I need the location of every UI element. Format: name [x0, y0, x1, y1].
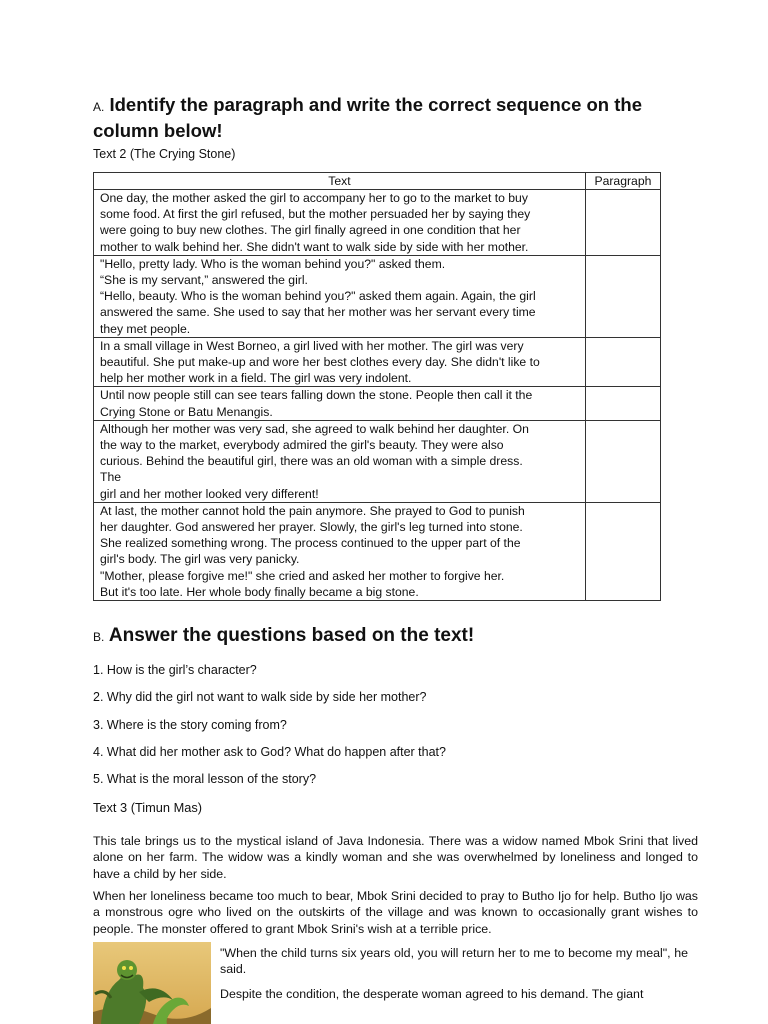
- question-2: 2. Why did the girl not want to walk side by side her mother?: [93, 690, 427, 704]
- row-text: Although her mother was very sad, she agreed to walk behind her daughter. On the way to the market, everybody admired the girl's beauty. They were also curious. Behind the beautiful girl, there was an old woman with a simple dress. The girl and her mother looked very different!: [94, 420, 586, 502]
- question-4: 4. What did her mother ask to God? What do happen after that?: [93, 745, 446, 759]
- row-text: In a small village in West Borneo, a girl lived with her mother. The girl was very beautiful. She put make-up and wore her best clothes every day. She didn't like to help her mother work in a field. The girl was very indolent.: [94, 337, 586, 387]
- text3-label: Text 3 (Timun Mas): [93, 800, 203, 815]
- question-5: 5. What is the moral lesson of the story?: [93, 772, 317, 786]
- question-3: 3. Where is the story coming from?: [93, 718, 287, 732]
- ogre-illustration: [93, 942, 211, 1024]
- text3-paragraph-1: This tale brings us to the mystical island of Java Indonesia. There was a widow named Mbok Srini that lived alone on her farm. The widow was a kindly woman and she was overwhelmed by loneliness and longed to have a child by her side.: [93, 834, 698, 881]
- paragraph-answer-cell[interactable]: [585, 420, 660, 502]
- column-header-text: Text: [94, 173, 586, 190]
- text2-label: Text 2 (The Crying Stone): [93, 147, 236, 161]
- text3-paragraph-4: Despite the condition, the desperate woman agreed to his demand. The giant: [220, 987, 644, 1001]
- row-text: Until now people still can see tears falling down the stone. People then call it the Crying Stone or Batu Menangis.: [94, 387, 586, 420]
- paragraph-answer-cell[interactable]: [585, 337, 660, 387]
- text3-paragraph-3: "When the child turns six years old, you will return her to me to become my meal", he said.: [220, 946, 688, 977]
- question-1: 1. How is the girl’s character?: [93, 663, 257, 677]
- table-row: [94, 190, 661, 256]
- row-text: One day, the mother asked the girl to accompany her to go to the market to buy some food. At first the girl refused, but the mother persuaded her by saying they were going to buy new clothes. The girl finally agreed in one condition that her mother to walk behind her. She didn't want to walk side by side with her mother.: [94, 190, 586, 256]
- table-row: [94, 337, 661, 387]
- section-b-heading: [93, 625, 474, 647]
- section-b-title: Answer the questions based on the text!: [108, 625, 475, 646]
- table-header-row: [94, 173, 661, 190]
- table-row: [94, 255, 661, 337]
- paragraph-answer-cell[interactable]: [585, 387, 660, 420]
- table-row: [94, 387, 661, 420]
- section-a-heading: [93, 93, 693, 143]
- row-text: "Hello, pretty lady. Who is the woman behind you?" asked them. “She is my servant,” answered the girl. “Hello, beauty. Who is the woman behind you?" asked them again. Again, the girl answered the same. She used to say that her mother was her servant every time they met people.: [94, 255, 586, 337]
- paragraph-answer-cell[interactable]: [585, 502, 660, 600]
- column-header-paragraph: Paragraph: [585, 173, 660, 190]
- section-a-letter: A.: [93, 100, 105, 114]
- table-row: [94, 420, 661, 502]
- paragraph-answer-cell[interactable]: [585, 255, 660, 337]
- row-text: At last, the mother cannot hold the pain anymore. She prayed to God to punish her daughter. God answered her prayer. Slowly, the girl's leg turned into stone. She realized something wrong. The process continued to the upper part of the girl's body. The girl was very panicky. "Mother, please forgive me!" she cried and asked her mother to forgive her. But it's too late. Her whole body finally became a big stone.: [94, 502, 586, 600]
- section-b-letter: B.: [93, 630, 105, 644]
- sequence-table: [93, 172, 661, 601]
- table-row: [94, 502, 661, 600]
- text3-paragraph-2: When her loneliness became too much to bear, Mbok Srini decided to pray to Butho Ijo for help. Butho Ijo was a monstrous ogre who lived on the outskirts of the village and was known to occasionally grant wishes to people. The monster offered to grant Mbok Srini's wish at a terrible price.: [93, 889, 698, 936]
- section-a-title: Identify the paragraph and write the correct sequence on the column below!: [93, 94, 642, 141]
- paragraph-answer-cell[interactable]: [585, 190, 660, 256]
